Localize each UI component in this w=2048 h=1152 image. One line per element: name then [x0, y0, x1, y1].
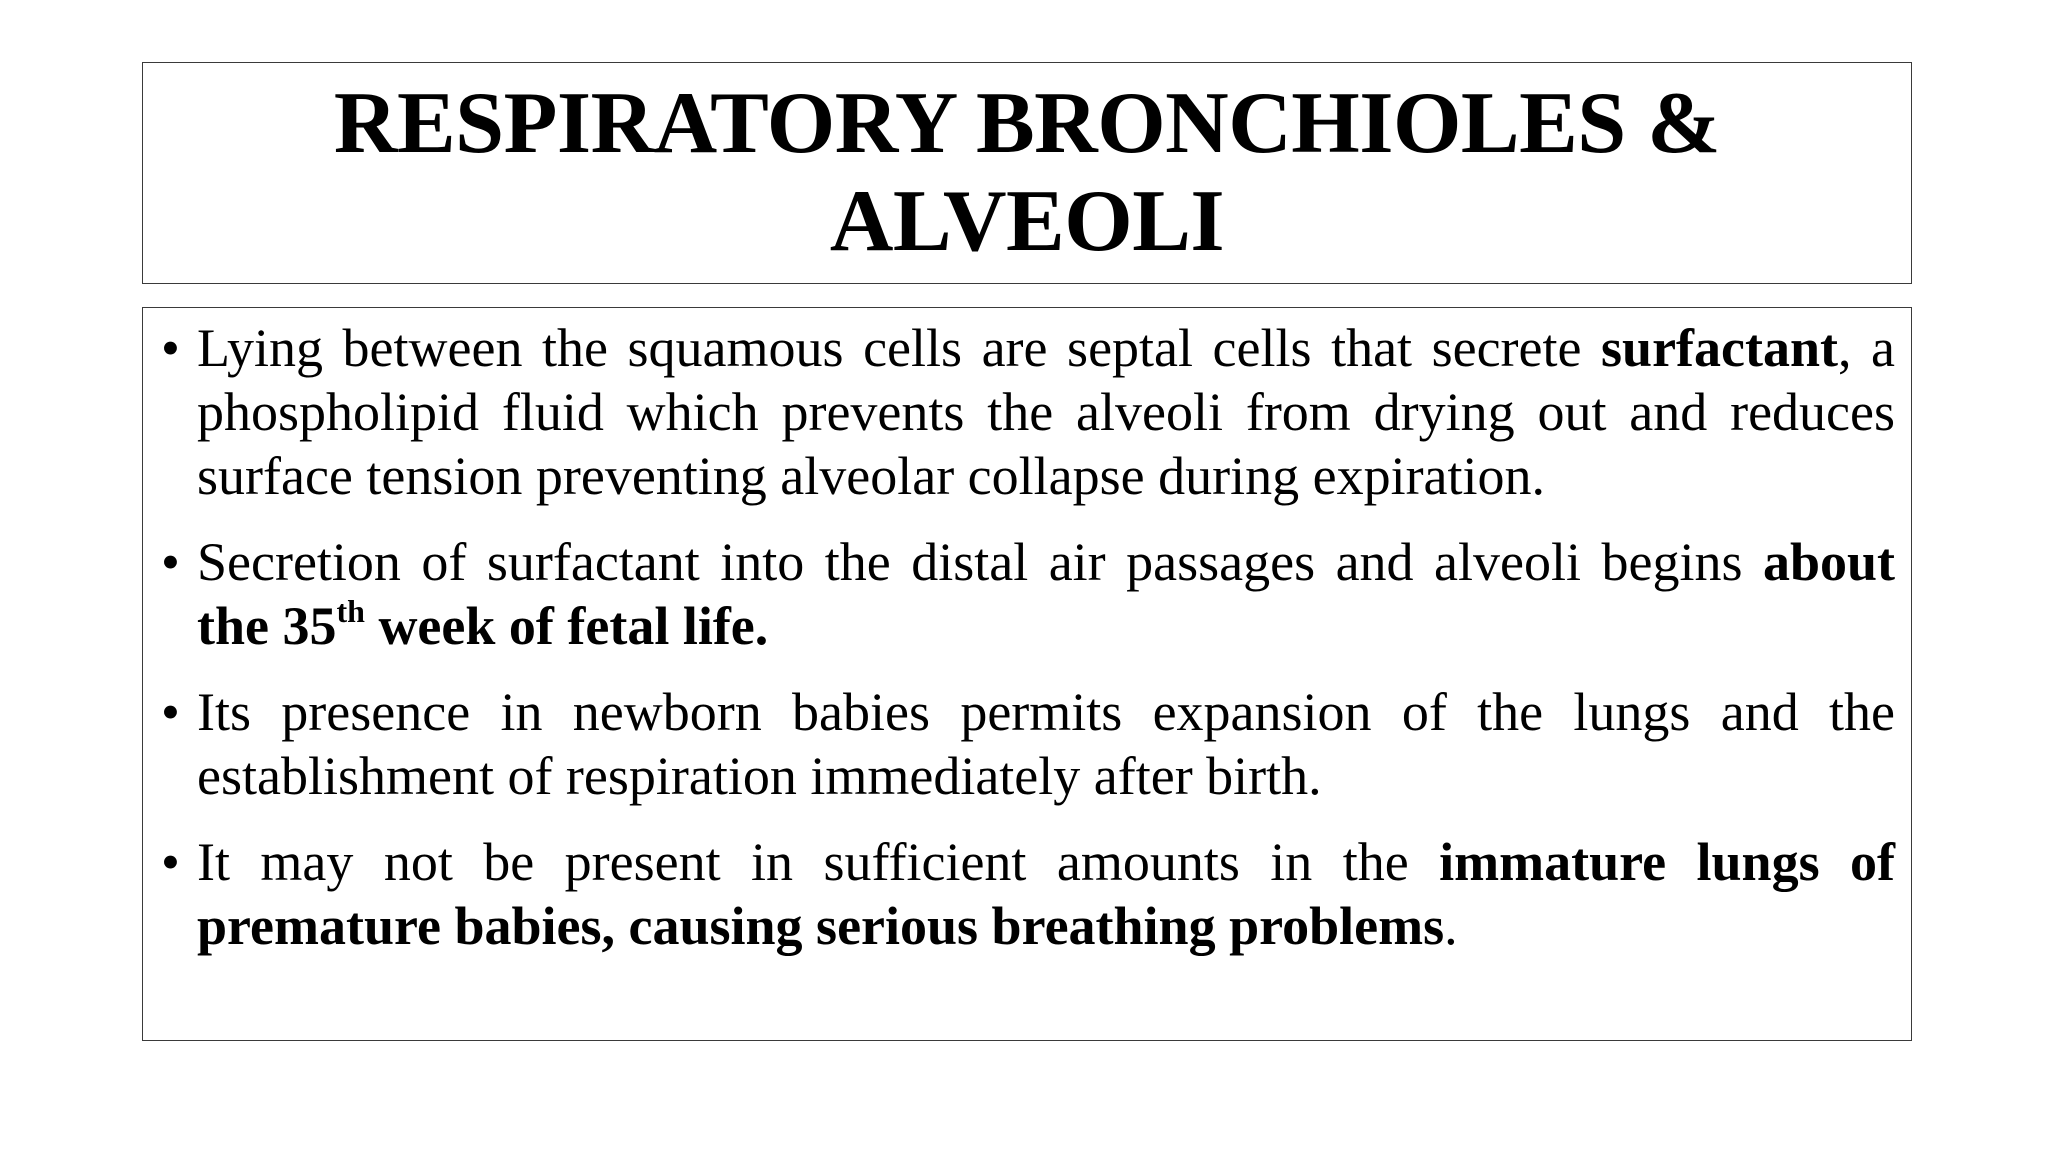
title-box: [142, 62, 1912, 284]
bullet-marker: •: [161, 832, 180, 892]
bullet-bold-text: surfactant: [1601, 318, 1838, 378]
slide-title: [334, 75, 1720, 271]
ordinal-superscript: th: [336, 593, 365, 629]
title-line-2: ALVEOLI: [829, 173, 1225, 270]
bullet-text: .: [1444, 896, 1458, 956]
bullet-marker: •: [161, 318, 180, 378]
bullet-list: [153, 316, 1895, 958]
bullet-marker: •: [161, 532, 180, 592]
bullet-text: , a phospholipid fluid which prevents the alveoli from drying out and reduces surface tension preventing alveolar collapse during expiration.: [197, 318, 1896, 506]
bullet-bold-part: week of fetal life.: [364, 596, 769, 656]
bullet-marker: •: [161, 682, 180, 742]
content-box: [142, 307, 1912, 1041]
bullet-text: Secretion of surfactant into the distal air passages and alveoli begins: [197, 532, 1763, 592]
bullet-item-premature-babies: [153, 830, 1895, 958]
title-line-1: RESPIRATORY BRONCHIOLES &: [333, 75, 1721, 172]
bullet-item-surfactant-cells: [153, 316, 1895, 508]
bullet-item-newborn-expansion: [153, 680, 1895, 808]
bullet-text: Lying between the squamous cells are septal cells that secrete: [197, 318, 1602, 378]
bullet-text: It may not be present in sufficient amounts in the: [197, 832, 1440, 892]
bullet-bold-part: about the 35: [197, 532, 1895, 656]
bullet-bold-text: immature lungs of premature babies, causing serious breathing problems: [197, 832, 1895, 956]
bullet-text: Its presence in newborn babies permits expansion of the lungs and the establishment of respiration immediately after birth.: [197, 682, 1895, 806]
bullet-item-secretion-timing: [153, 530, 1895, 658]
